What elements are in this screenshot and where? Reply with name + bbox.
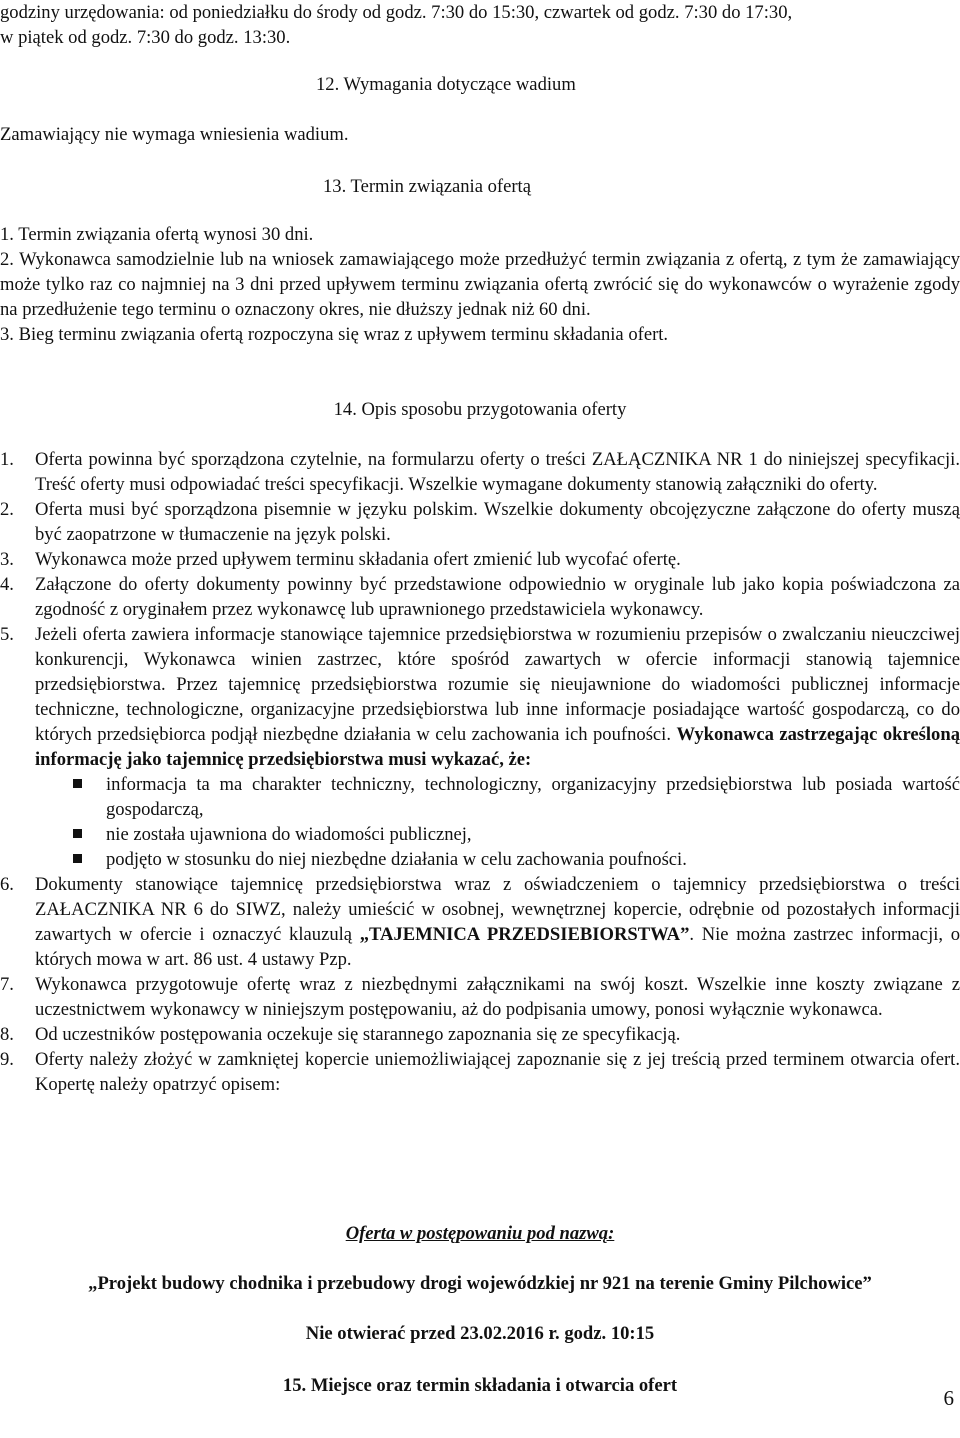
item-6-tail: . Nie można zastrzec informacji, o których mowa w art. 86 ust. 4 ustawy Pzp. (35, 924, 960, 970)
item-number: 3. (0, 324, 14, 345)
do-not-open-notice: Nie otwierać przed 23.02.2016 r. godz. 10:15 (305, 1323, 655, 1344)
item-text: Oferta powinna być sporządzona czytelnie, na formularzu oferty o treści ZAŁĄCZNIKA NR 1 do niniejszej specyfikacji. Treść oferty musi odpowiadać treści specyfikacji. Wszelkie wymagane dokumenty stanowią załączniki do oferty. (35, 449, 960, 495)
item-number: 8. (0, 1024, 14, 1045)
item-text (35, 622, 960, 772)
list-item (0, 247, 960, 322)
item-text: Termin związania ofertą wynosi 30 dni. (18, 224, 314, 245)
item-number: 6. (0, 874, 14, 895)
section-13-heading: 13. Termin związania ofertą (323, 176, 531, 197)
item-6-bold-text: „TAJEMNICA PRZEDSIEBIORSTWA” (359, 924, 690, 945)
list-item (0, 972, 960, 1022)
item-text: Wykonawca może przed upływem terminu składania ofert zmienić lub wycofać ofertę. (35, 549, 681, 570)
section-13-list (0, 222, 960, 347)
section-12-text: Zamawiający nie wymaga wniesienia wadium. (0, 124, 349, 145)
section-14-heading: 14. Opis sposobu przygotowania oferty (333, 399, 627, 420)
item-text (35, 872, 960, 972)
list-item (0, 1022, 960, 1047)
section-15-heading: 15. Miejsce oraz termin składania i otwarcia ofert (282, 1375, 678, 1396)
item-5-text: Jeżeli oferta zawiera informacje stanowiące tajemnice przedsiębiorstwa w rozumieniu przepisów o zwalczaniu nieuczciwej konkurencji, Wykonawca winien zastrzec, które spośród zawartych w ofercie informacji stanowią tajemnice przedsiębiorstwa. Przez tajemnicę przedsiębiorstwa rozumie się nieujawnione do wiadomości publicznej informacje techniczne, technologiczne, organizacyjne przedsiębiorstwa lub inne informacje posiadające wartość gospodarczą, co do których przedsiębiorca podjął niezbędne działania w celu zachowania ich poufności. (35, 624, 960, 745)
item-number: 1. (0, 449, 14, 470)
list-item (0, 497, 960, 547)
item-text: Oferta musi być sporządzona pisemnie w języku polskim. Wszelkie dokumenty obcojęzyczne załączone do oferty muszą być zaopatrzone w tłumaczenie na język polski. (35, 499, 960, 545)
bullet-item: nie została ujawniona do wiadomości publicznej, (106, 822, 960, 847)
item-text: Od uczestników postępowania oczekuje się starannego zapoznania się ze specyfikacją. (35, 1024, 681, 1045)
section-12-heading: 12. Wymagania dotyczące wadium (316, 74, 576, 95)
list-item (0, 622, 960, 772)
item-text: Wykonawca samodzielnie lub na wniosek zamawiającego może przedłużyć termin związania z ofertą, z tym że zamawiający może tylko raz co najmniej na 3 dni przed upływem terminu związania ofertą zwrócić się do wykonawców o wyrażenie zgody na przedłużenie tego terminu o oznaczony okres, nie dłuższy jednak niż 60 dni. (0, 249, 960, 320)
item-number: 2. (0, 249, 14, 270)
item-number: 5. (0, 624, 14, 645)
list-item (0, 447, 960, 497)
item-5-bold-text: Wykonawca zastrzegając określoną informację jako tajemnicę przedsiębiorstwa musi wykazać, że: (35, 724, 960, 770)
item-number: 2. (0, 499, 14, 520)
list-item (0, 872, 960, 972)
bullet-item: informacja ta ma charakter techniczny, technologiczny, organizacyjny przedsiębiorstwa lub posiada wartość gospodarczą, (106, 774, 960, 820)
list-item (0, 222, 960, 247)
item-text: Wykonawca przygotowuje ofertę wraz z niezbędnymi załącznikami na swój koszt. Wszelkie inne koszty związane z uczestnictwem wykonawcy w niniejszym postępowaniu, aż do podpisania umowy, ponosi wyłącznie wykonawca. (35, 974, 960, 1020)
bullet-item: podjęto w stosunku do niej niezbędne działania w celu zachowania poufności. (106, 847, 960, 872)
item-text: Bieg terminu związania ofertą rozpoczyna się wraz z upływem terminu składania ofert. (18, 324, 669, 345)
intro-line-1: godziny urzędowania: od poniedziałku do środy od godz. 7:30 do 15:30, czwartek od godz. 7:30 do 17:30, (0, 2, 793, 23)
list-item (0, 572, 960, 622)
intro-line-2: w piątek od godz. 7:30 do godz. 13:30. (0, 27, 291, 48)
list-item (0, 547, 960, 572)
list-item (0, 1047, 960, 1097)
item-6-text: Dokumenty stanowiące tajemnicę przedsiębiorstwa wraz z oświadczeniem o tajemnicy przedsiębiorstwa o treści ZAŁACZNIKA NR 6 do SIWZ, należy umieścić w osobnej, wewnętrznej kopercie, odrębnie od pozostałych informacji zawartych w ofercie i oznaczyć klauzulą (35, 874, 960, 945)
item-text: Oferty należy złożyć w zamkniętej kopercie uniemożliwiającej zapoznanie się z jej treścią przed terminem otwarcia ofert. Kopertę należy opatrzyć opisem: (35, 1049, 960, 1095)
item-number: 9. (0, 1049, 14, 1070)
intro-text (0, 0, 960, 50)
project-title: „Projekt budowy chodnika i przebudowy drogi wojewódzkiej nr 921 na terenie Gminy Pilchowice” (88, 1273, 872, 1294)
item-text: Załączone do oferty dokumenty powinny być przedstawione odpowiednio w oryginale lub jako kopia poświadczona za zgodność z oryginałem przez wykonawcę lub uprawnionego przedstawiciela wykonawcy. (35, 574, 960, 620)
bullet-list (0, 772, 960, 872)
envelope-caption: Oferta w postępowaniu pod nazwą: (345, 1223, 615, 1244)
page-number: 6 (943, 1386, 954, 1410)
item-number: 7. (0, 974, 14, 995)
item-number: 3. (0, 549, 14, 570)
list-item (0, 322, 960, 347)
item-number: 4. (0, 574, 14, 595)
item-number: 1. (0, 224, 14, 245)
section-14-list (0, 447, 960, 1097)
